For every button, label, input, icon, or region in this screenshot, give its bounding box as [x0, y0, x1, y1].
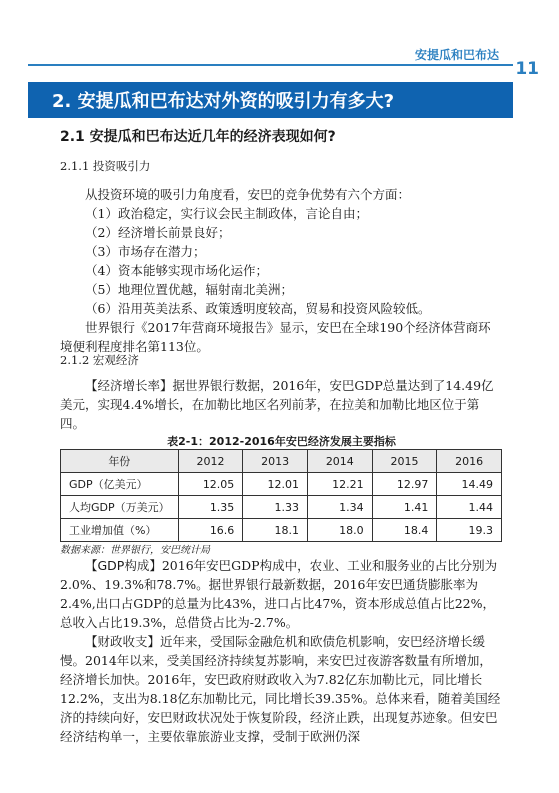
economic-indicators-table [60, 449, 502, 542]
table-cell: 18.4 [372, 519, 437, 542]
table-cell: 1.44 [437, 496, 502, 519]
table-cell: 1.33 [243, 496, 308, 519]
column-header: 2015 [372, 450, 437, 473]
table-cell: 1.35 [178, 496, 243, 519]
column-header: 2014 [307, 450, 372, 473]
section-banner-tail [459, 82, 513, 118]
section-title: 2. 安提瓜和巴布达对外资的吸引力有多大? [52, 91, 395, 112]
table-header-row [61, 450, 502, 473]
fiscal-tag: 【财政收支】 [85, 634, 161, 649]
table-cell: 19.3 [437, 519, 502, 542]
header-rule [28, 64, 513, 66]
subsection-title: 2.1 安提瓜和巴布达近几年的经济表现如何? [60, 129, 336, 145]
column-header: 年份 [61, 450, 179, 473]
section-title-banner [28, 82, 459, 118]
growth-rate-tag: 【经济增长率】 [85, 378, 173, 393]
table-row [61, 496, 502, 519]
fiscal-paragraph [60, 632, 503, 746]
table-cell: 14.49 [437, 473, 502, 496]
gdp-composition-text: 2016年安巴GDP构成中，农业、工业和服务业的占比分别为2.0%、19.3%和78.7%。据世界银行最新数据，2016年安巴通货膨胀率为2.4%,出口占GDP的总量为比43%，进口占比47%，资本形成总值占比22%，总收入占比19.3%，总借贷占比为-2.7%。 [60, 558, 498, 630]
fiscal-text: 近年来，受国际金融危机和欧债危机影响，安巴经济增长缓慢。2014年以来，受美国经济持续复苏影响，来安巴过夜游客数量有所增加，经济增长加快。2016年，安巴政府财政收入为7.82亿东加勒比元，同比增长12.2%，支出为8.18亿东加勒比元，同比增长39.35%。总体来看，随着美国经济的持续向好，安巴财政状况处于恢复阶段，经济止跌，出现复苏迹象。但安巴经济结构单一，主要依靠旅游业支撑，受制于欧洲仍深 [60, 634, 501, 744]
page-number: 11 [515, 59, 539, 79]
growth-rate-text: 据世界银行数据，2016年，安巴GDP总量达到了14.49亿美元，实现4.4%增长，在加勒比地区名列前茅，在拉美和加勒比地区位于第四。 [60, 378, 494, 431]
row-label: 人均GDP（万美元） [61, 496, 179, 519]
heading-2-1-1: 2.1.1 投资吸引力 [60, 159, 151, 173]
table-cell: 18.0 [307, 519, 372, 542]
column-header: 2016 [437, 450, 502, 473]
table-cell: 16.6 [178, 519, 243, 542]
table-cell: 18.1 [243, 519, 308, 542]
gdp-composition-tag: 【GDP构成】 [85, 558, 162, 573]
list-item: （1）政治稳定，实行议会民主制政体，言论自由； [85, 206, 368, 221]
running-header-title: 安提瓜和巴布达 [414, 48, 499, 62]
list-item: （4）资本能够实现市场化运作； [85, 263, 268, 278]
table-row [61, 519, 502, 542]
growth-rate-paragraph [60, 376, 503, 433]
table-cell: 12.05 [178, 473, 243, 496]
table-caption: 表2-1：2012-2016年安巴经济发展主要指标 [167, 435, 396, 448]
world-bank-ranking-paragraph: 世界银行《2017年营商环境报告》显示，安巴在全球190个经济体营商环境便利程度排名第113位。 [60, 320, 491, 354]
list-item: （2）经济增长前景良好； [85, 225, 231, 240]
table-cell: 1.34 [307, 496, 372, 519]
table-cell: 1.41 [372, 496, 437, 519]
intro-paragraph: 从投资环境的吸引力角度看，安巴的竞争优势有六个方面： [85, 187, 411, 202]
gdp-composition-paragraph [60, 556, 503, 632]
row-label: GDP（亿美元） [61, 473, 179, 496]
row-label: 工业增加值（%） [61, 519, 179, 542]
table-cell: 12.01 [243, 473, 308, 496]
column-header: 2012 [178, 450, 243, 473]
table-row [61, 473, 502, 496]
investment-attraction-text [60, 185, 503, 356]
list-item: （3）市场存在潜力； [85, 244, 206, 259]
list-item: （6）沿用英美法系、政策透明度较高，贸易和投资风险较低。 [85, 301, 431, 316]
table-source-note: 数据来源：世界银行，安巴统计局 [60, 545, 210, 556]
column-header: 2013 [243, 450, 308, 473]
table-cell: 12.21 [307, 473, 372, 496]
heading-2-1-2: 2.1.2 宏观经济 [60, 353, 139, 367]
list-item: （5）地理位置优越，辐射南北美洲； [85, 282, 293, 297]
table-cell: 12.97 [372, 473, 437, 496]
